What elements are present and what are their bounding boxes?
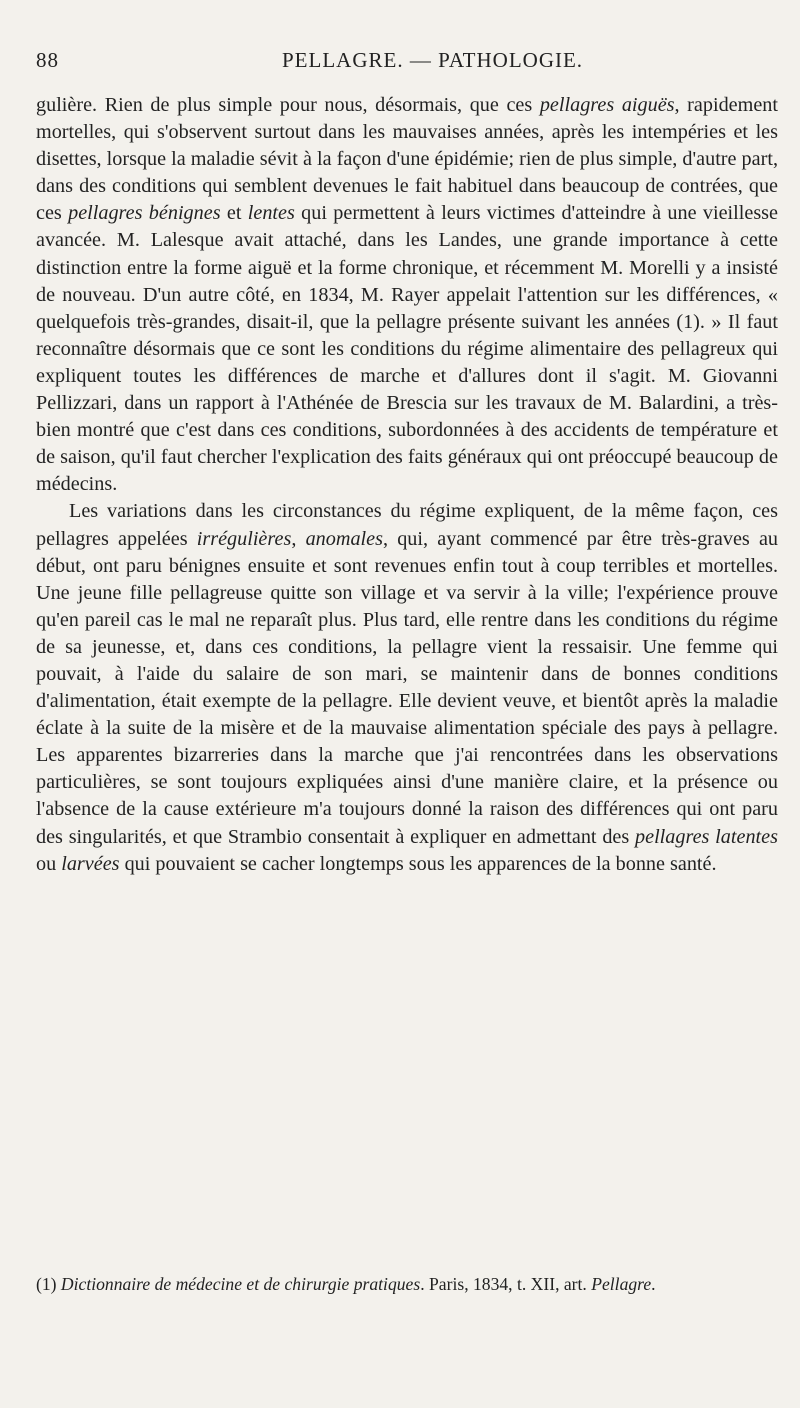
text-run: Les variations dans les circonstances du régime expliquent, de la même façon, ces pellagres appelées	[36, 500, 778, 550]
page-header	[36, 48, 764, 82]
text-run: ou	[36, 852, 62, 875]
footnote-end: .	[651, 1274, 656, 1294]
body-text	[36, 92, 778, 878]
paragraph-2	[36, 498, 778, 877]
paragraph-1	[36, 92, 778, 498]
text-run: gulière. Rien de plus simple pour nous, désormais, que ces	[36, 94, 540, 116]
text-run: , qui, ayant commencé par être très-graves au début, ont paru bénignes ensuite et sont revenues enfin tout à coup terribles et mortelles. Une jeune fille pellagreuse quitte son village et va servir à la ville; l'expérience prouve qu'en pareil cas le mal ne reparaît plus. Plus tard, elle rentre dans les conditions du régime de sa jeunesse, et, dans ces conditions, la pellagre vient la ressaisir. Une femme qui pouvait, à l'aide du salaire de son mari, se maintenir dans de bonnes conditions d'alimentation, était exempte de la pellagre. Elle devient veuve, et bientôt après la maladie éclate à la suite de la misère et de la mauvaise alimentation spéciale des pays à pellagre. Les apparentes bizarreries dans la marche que j'ai rencontrées dans les observations particulières, se sont toujours expliquées ainsi d'une manière claire, et la présence ou l'absence de la cause extérieure m'a toujours donné la raison des différences qui ont paru des singularités, et que Strambio consentait à expliquer en admettant des	[36, 527, 779, 848]
running-title: PELLAGRE. — PATHOLOGIE.	[282, 48, 584, 72]
text-run: et	[220, 202, 248, 225]
footnote-details: . Paris, 1834, t. XII, art.	[420, 1274, 592, 1294]
footnote-article: Pellagre	[591, 1274, 652, 1294]
footnote-marker: (1)	[36, 1274, 61, 1294]
italic-term: irrégulières	[196, 527, 292, 550]
italic-term: pellagres aiguës	[539, 94, 675, 116]
italic-term: lentes	[247, 202, 295, 225]
italic-term: anomales	[305, 527, 383, 550]
text-run: qui pouvaient se cacher longtemps sous les apparences de la bonne santé.	[119, 852, 717, 875]
footnote-source-title: Dictionnaire de médecine et de chirurgie pratiques	[60, 1274, 421, 1294]
italic-term: larvées	[61, 852, 120, 875]
italic-term: pellagres bénignes	[68, 202, 221, 225]
page-number: 88	[36, 48, 59, 72]
text-run: , rapidement mortelles, qui s'observent surtout dans les mauvaises années, après les intempéries et les disettes, lorsque la maladie sévit à la façon d'une épidémie; rien de plus simple, d'autre part, dans des conditions qui semblent devenues le fait habituel dans beaucoup de contrées, que ces	[36, 94, 778, 225]
italic-term: pellagres latentes	[635, 825, 778, 848]
text-run: qui permettent à leurs victimes d'atteindre à une vieillesse avancée. M. Lalesque avait attaché, dans les Landes, une grande importance à cette distinction entre la forme aiguë et la forme chronique, et récemment M. Morelli y a insisté de nouveau. D'un autre côté, en 1834, M. Rayer appelait l'attention sur les différences, « quelquefois très-grandes, disait-il, que la pellagre présente suivant les années (1). » Il faut reconnaître désormais que ce sont les conditions du régime alimentaire des pellagreux qui expliquent toutes les différences de marche et d'allures dont il s'agit. M. Giovanni Pellizzari, dans un rapport à l'Athénée de Brescia sur les travaux de M. Balardini, a très-bien montré que c'est dans ces conditions, subordonnées à des accidents de température et de saison, qu'il faut chercher l'explication des faits généraux qui ont préoccupé beaucoup de médecins.	[36, 202, 778, 496]
text-run: ,	[291, 527, 306, 550]
footnote	[36, 1273, 778, 1296]
